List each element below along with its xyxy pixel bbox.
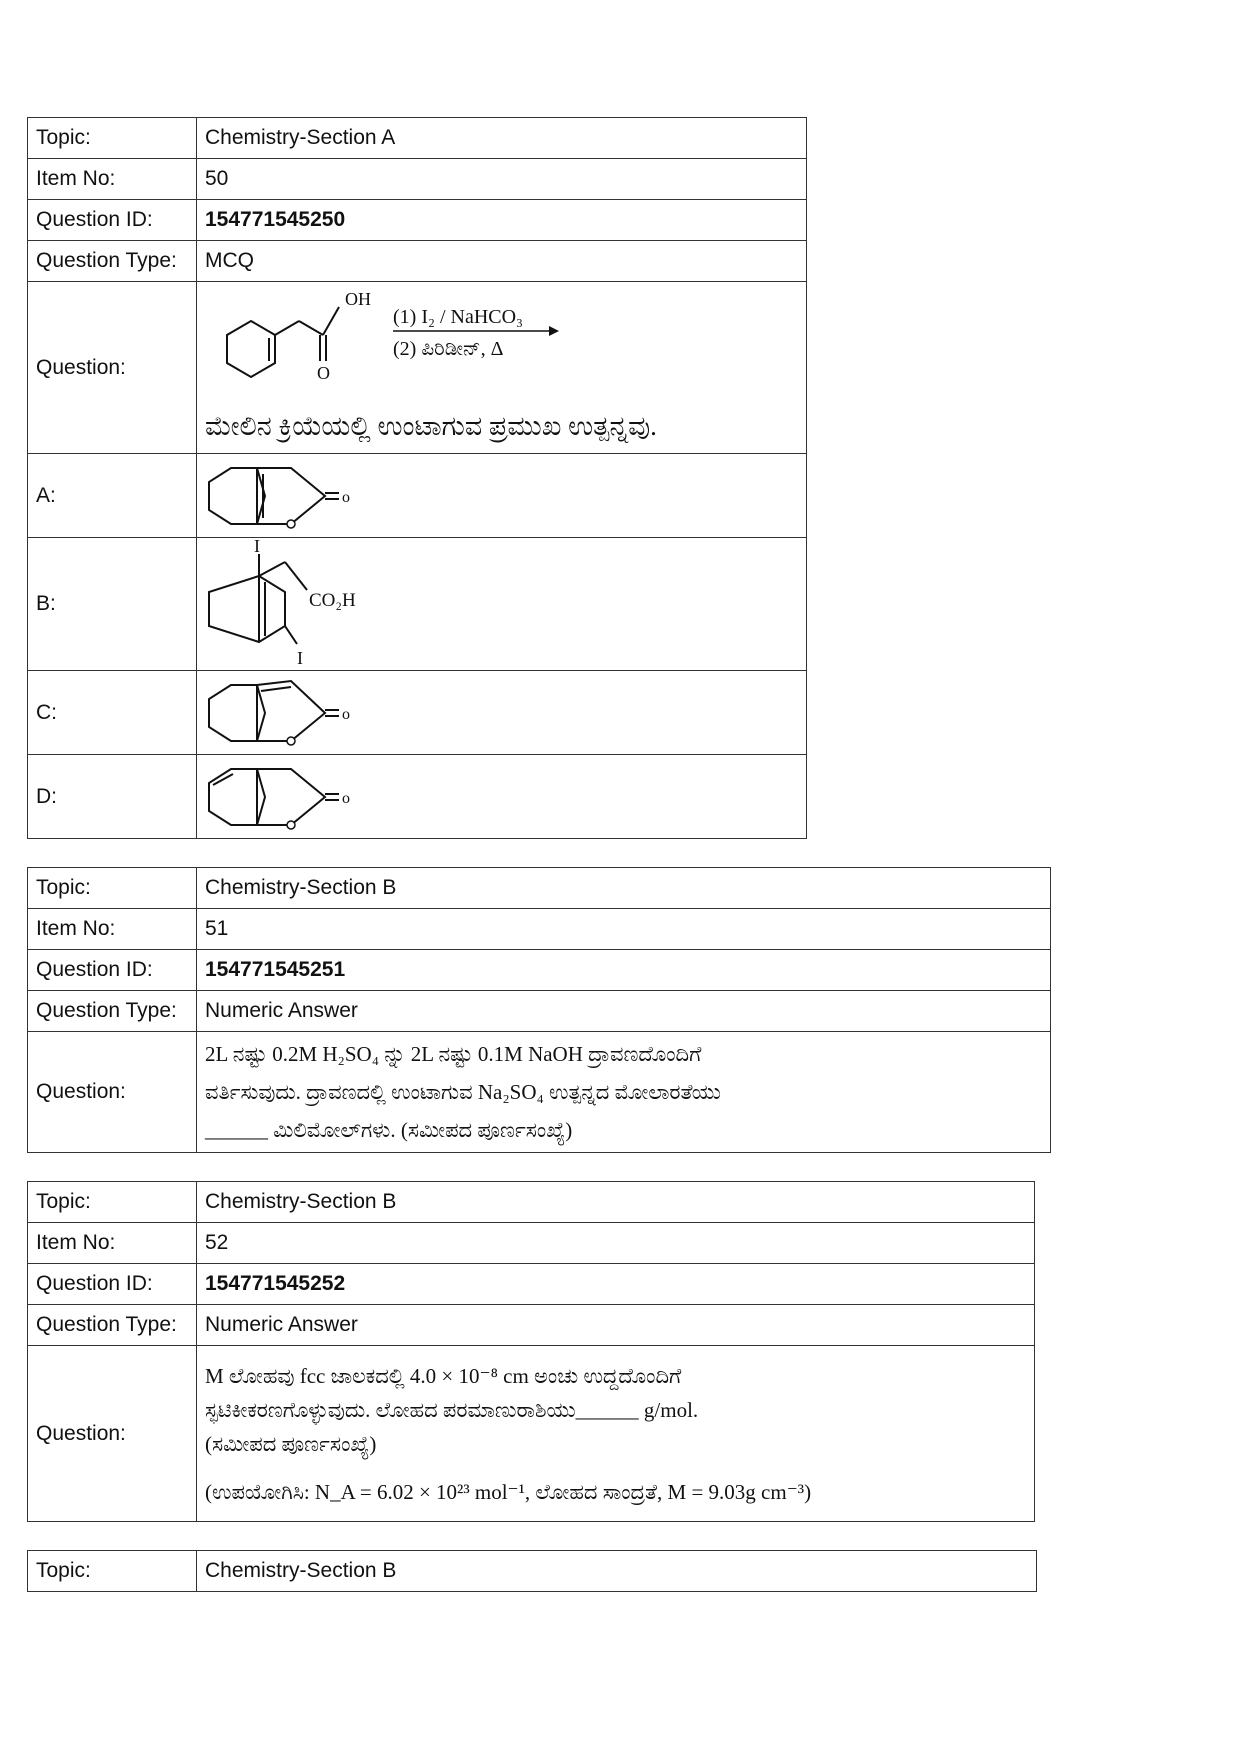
option-d-structure [197, 755, 807, 839]
ring-oxygen [287, 737, 295, 745]
item-no-value: 52 [197, 1223, 1035, 1264]
question-type-value: Numeric Answer [197, 991, 1051, 1032]
topic-value: Chemistry-Section B [197, 1182, 1035, 1223]
question-line-3: (ಸಮೀಪದ ಪೂರ್ಣಸಂಖ್ಯೆ) [205, 1431, 377, 1456]
option-d-label: D: [28, 755, 197, 839]
reaction-scheme [197, 283, 817, 453]
question-text: ಮೇಲಿನ ಕ್ರಿಯೆಯಲ್ಲಿ ಉಂಟಾಗುವ ಪ್ರಮುಖ ಉತ್ಪನ್ನವು. [205, 410, 657, 441]
option-b-label: B: [28, 538, 197, 671]
question-id-text: 154771545251 [205, 958, 346, 981]
question-id-label: Question ID: [28, 950, 197, 991]
item-no-value: 51 [197, 909, 1051, 950]
question-type-label: Question Type: [28, 241, 197, 282]
carbonyl-oxygen: o [342, 705, 350, 723]
option-c-structure [197, 671, 807, 755]
ring-oxygen [287, 821, 295, 829]
question-body [197, 1346, 1035, 1522]
option-b-structure [197, 538, 807, 671]
question-type-label: Question Type: [28, 991, 197, 1032]
question-body [197, 1032, 1051, 1153]
option-c-label: C: [28, 671, 197, 755]
topic-label: Topic: [28, 1182, 197, 1223]
ring-oxygen [287, 520, 295, 528]
option-a-label: A: [28, 454, 197, 538]
arrow-head [549, 326, 559, 336]
topic-value: Chemistry-Section A [197, 118, 807, 159]
question-line-2: ಸ್ಫಟಿಕೀಕರಣಗೊಳ್ಳುವುದು. ಲೋಹದ ಪರಮಾಣುರಾಶಿಯು______ g/mol. [205, 1397, 699, 1422]
ch2-bond [259, 562, 285, 576]
option-a-structure [197, 454, 807, 538]
topic-label: Topic: [28, 118, 197, 159]
question-type-value: Numeric Answer [197, 1305, 1035, 1346]
question-type-label: Question Type: [28, 1305, 197, 1346]
topic-label: Topic: [28, 868, 197, 909]
exo-double-bond [261, 687, 291, 691]
question-line-3: ______ ಮಿಲಿಮೋಲ್‌ಗಳು. (ಸಮೀಪದ ಪೂರ್ಣಸಂಖ್ಯೆ) [205, 1118, 573, 1142]
question-line-2: ವರ್ತಿಸುವುದು. ದ್ರಾವಣದಲ್ಲಿ ಉಂಟಾಗುವ Na₂SO₄ ಉತ್ಪನ್ನದ ಮೋಲಾರತೆಯು [205, 1080, 721, 1104]
carboxylic-acid: CO₂H [309, 590, 356, 611]
question-label: Question: [28, 1346, 197, 1522]
item-no-label: Item No: [28, 159, 197, 200]
cyclohexene-ring [227, 321, 275, 377]
topic-label: Topic: [28, 1551, 197, 1592]
iodine-bottom: I [297, 648, 303, 668]
question-line-1: 2L ನಷ್ಟು 0.2M H₂SO₄ ನ್ನು 2L ನಷ್ಟು 0.1M NaOH ದ್ರಾವಣದೊಂದಿಗೆ [205, 1042, 702, 1066]
option-c-svg [197, 673, 397, 753]
topic-value: Chemistry-Section B [197, 1551, 1037, 1592]
question-line-1: M ಲೋಹವು fcc ಜಾಲಕದಲ್ಲಿ 4.0 × 10⁻⁸ cm ಅಂಚು ಉದ್ದದೊಂದಿಗೆ [205, 1363, 682, 1388]
item-no-value: 50 [197, 159, 807, 200]
carbonyl-oxygen: o [342, 789, 350, 807]
topic-value: Chemistry-Section B [197, 868, 1051, 909]
reagent-2: (2) ಪಿರಿಡೀನ್, Δ [393, 337, 504, 360]
question-id-label: Question ID: [28, 1264, 197, 1305]
item-no-label: Item No: [28, 909, 197, 950]
question-52-table [27, 1181, 1035, 1522]
question-id-text: 154771545250 [205, 208, 346, 231]
question-51-table [27, 867, 1051, 1153]
carbonyl-oxygen: o [342, 488, 350, 506]
question-id-value [197, 1264, 1035, 1305]
lactone-ring [257, 769, 325, 825]
question-label: Question: [28, 1032, 197, 1153]
acid-bond [285, 562, 307, 590]
question-50-table [27, 117, 807, 839]
ch2-bond [275, 321, 299, 335]
question-type-value: MCQ [197, 241, 807, 282]
reagent-1: (1) I₂ / NaHCO₃ [393, 305, 524, 328]
cyclohexene-ring [209, 576, 285, 642]
iodine-top: I [254, 540, 260, 556]
oh-bond [323, 307, 339, 335]
question-id-text: 154771545252 [205, 1272, 346, 1295]
question-line-4: (ಉಪಯೋಗಿಸಿ: N_A = 6.02 × 10²³ mol⁻¹, ಲೋಹದ ಸಾಂದ್ರತೆ, M = 9.03g cm⁻³) [205, 1479, 812, 1504]
oh-text: OH [345, 288, 371, 309]
question-id-label: Question ID: [28, 200, 197, 241]
o-text: O [317, 362, 330, 383]
option-d-svg [197, 757, 397, 837]
option-a-svg [197, 456, 397, 536]
question-body [197, 282, 807, 454]
question-53-table [27, 1550, 1037, 1592]
item-no-label: Item No: [28, 1223, 197, 1264]
i-bond-bottom [285, 626, 297, 644]
lactone-ring [257, 468, 325, 524]
option-b-svg [197, 540, 417, 668]
question-label: Question: [28, 282, 197, 454]
question-id-value [197, 200, 807, 241]
question-id-value [197, 950, 1051, 991]
carbonyl-carbon-bond [299, 321, 323, 335]
